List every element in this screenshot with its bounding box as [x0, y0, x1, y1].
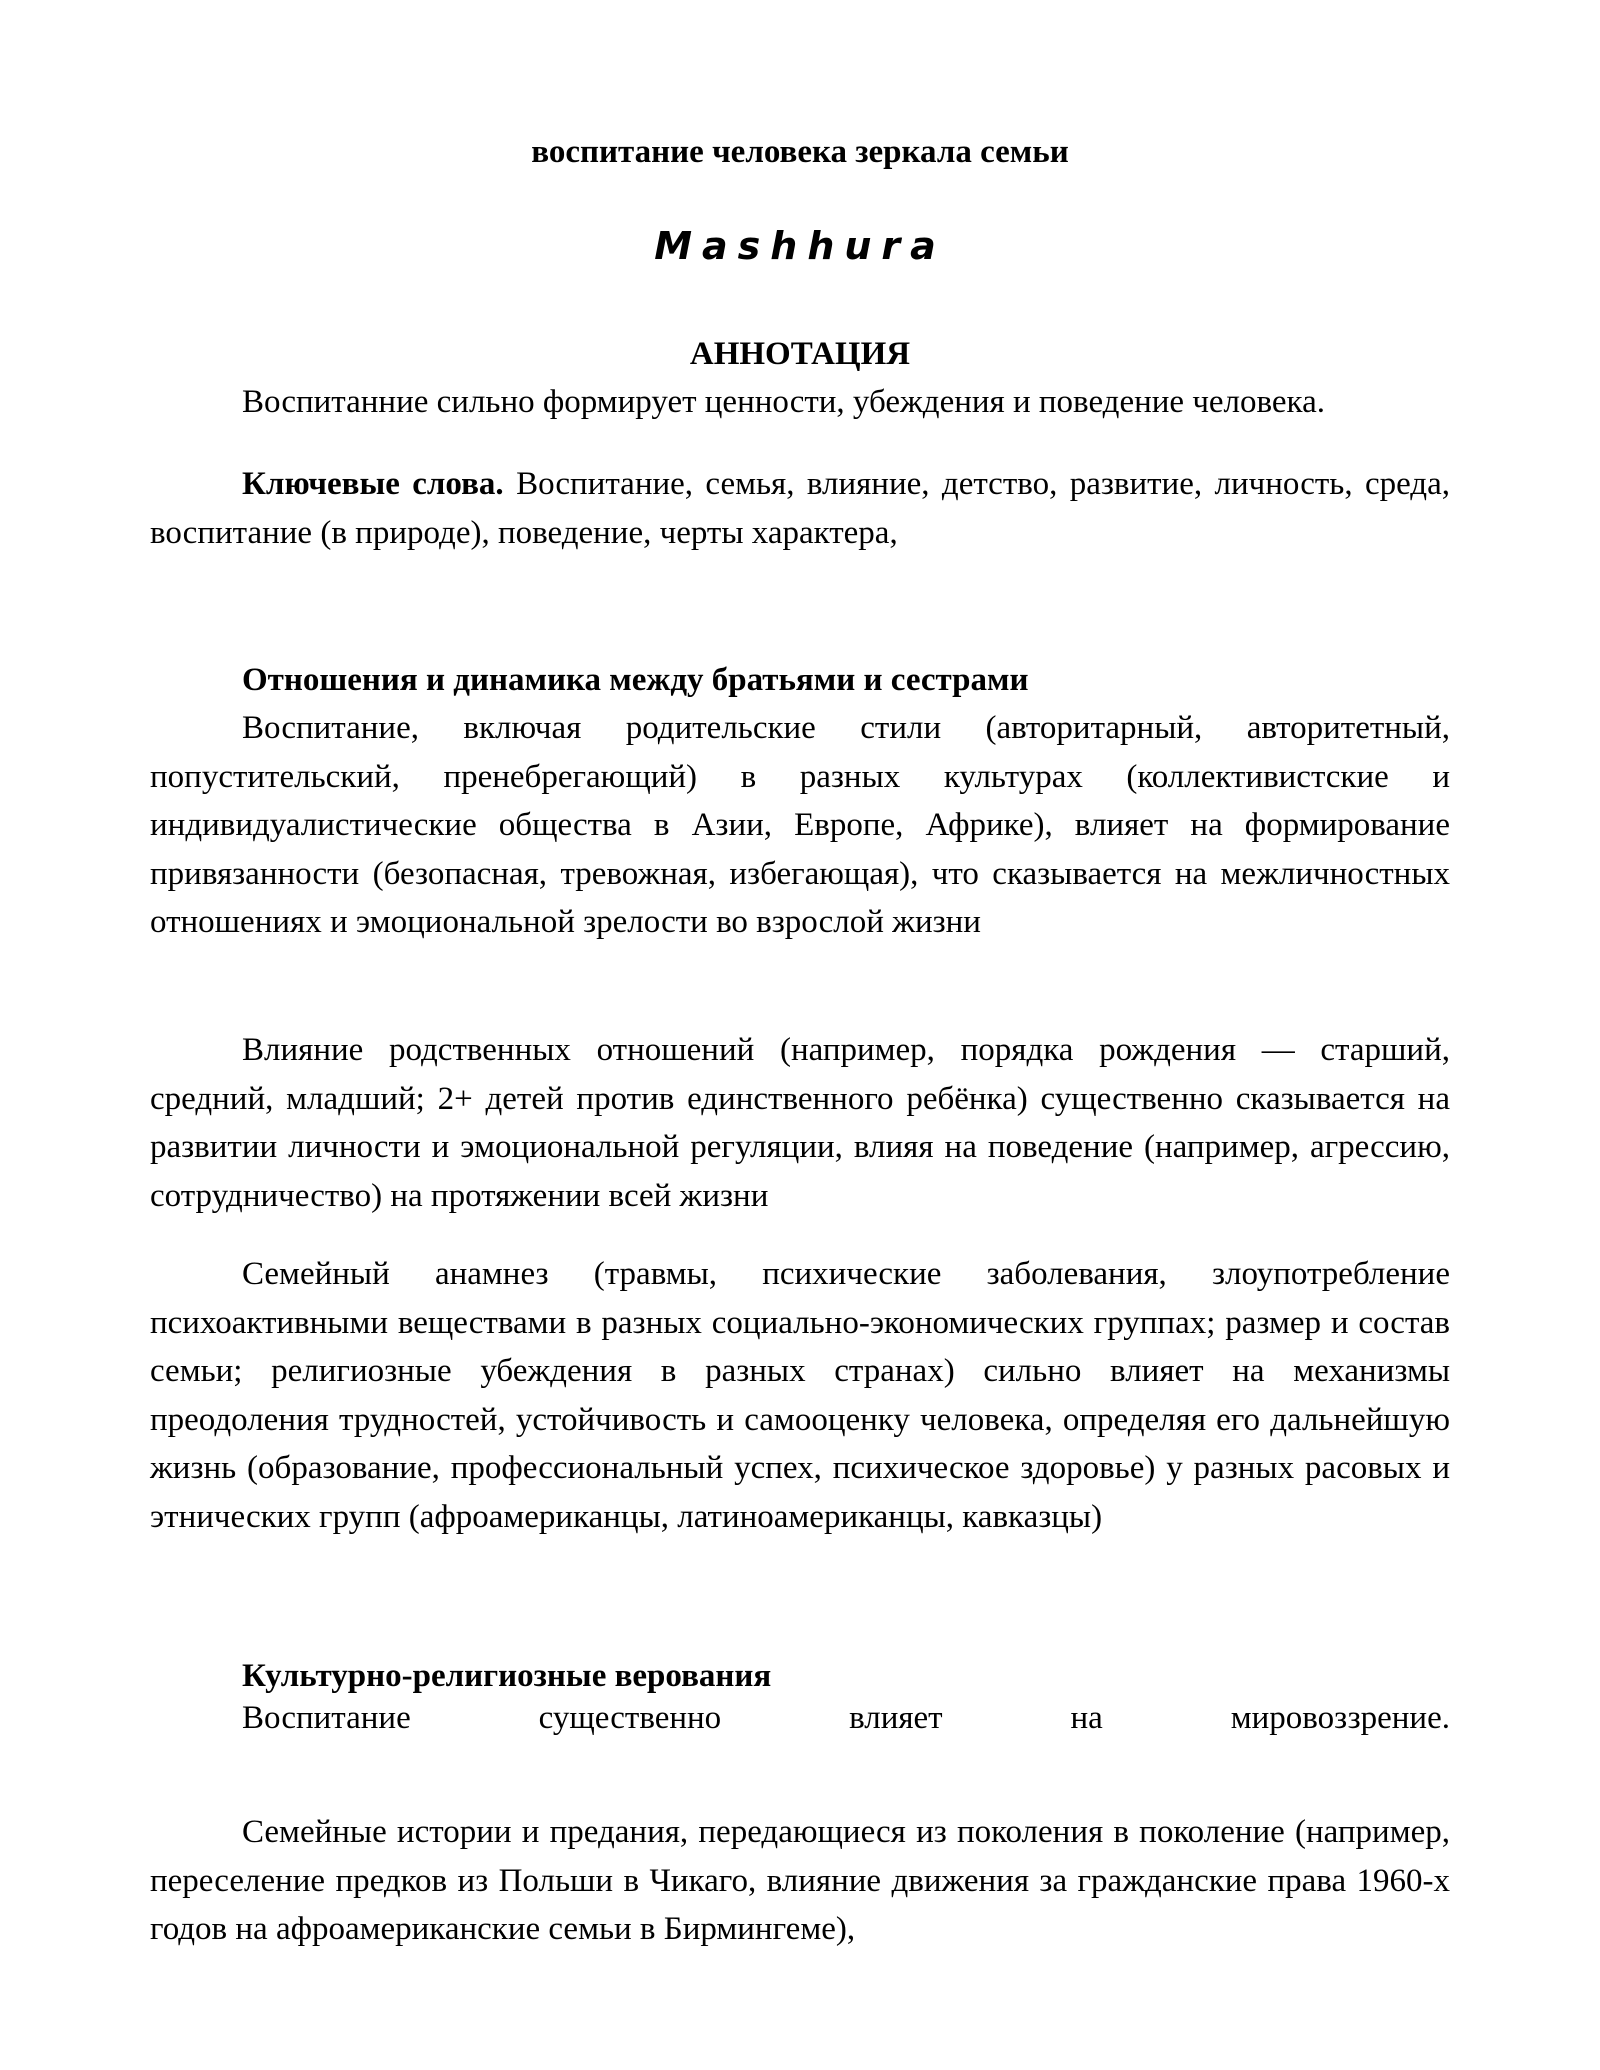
beliefs-word: существенно — [538, 1700, 722, 1736]
paragraph-family-history: Семейный анамнез (травмы, психические заболевания, злоупотребление психоактивными веществами в разных социально-экономических группах; размер и состав семьи; религиозные убеждения в разных странах) сильно влияет на механизмы преодоления трудностей, устойчивость и самооценку человека, определяя его дальнейшую жизнь (образование, профессиональный успех, психическое здоровье) у разных расовых и этнических групп (афроамериканцы, латиноамериканцы, кавказцы) — [150, 1256, 1450, 1535]
annotation-text: Воспитанние сильно формирует ценности, убеждения и поведение человека. — [242, 384, 1325, 420]
keywords-label: Ключевые слова. — [242, 466, 504, 502]
beliefs-word: Воспитание — [242, 1700, 411, 1736]
section-heading-siblings: Отношения и динамика между братьями и сестрами — [242, 662, 1029, 698]
beliefs-line — [242, 1696, 1450, 1740]
beliefs-word: влияет — [849, 1700, 943, 1736]
document-title: воспитание человека зеркала семьи — [531, 134, 1069, 170]
annotation-heading: АННОТАЦИЯ — [689, 336, 911, 372]
keywords-paragraph — [150, 460, 1450, 557]
section-heading-beliefs: Культурно-религиозные верования — [242, 1658, 772, 1694]
beliefs-word: на — [1070, 1700, 1103, 1736]
beliefs-word: мировоззрение. — [1230, 1700, 1450, 1736]
document-page — [150, 0, 1450, 2070]
paragraph-parenting-styles: Воспитание, включая родительские стили (авторитарный, авторитетный, попустительский, пренебрегающий) в разных культурах (коллективистские и индивидуалистические общества в Азии, Европе, Африке), влияет на формирование привязанности (безопасная, тревожная, избегающая), что сказывается на межличностных отношениях и эмоциональной зрелости во взрослой жизни — [150, 710, 1450, 940]
paragraph-family-stories: Семейные истории и предания, передающиеся из поколения в поколение (например, переселение предков из Польши в Чикаго, влияние движения за гражданские права 1960-х годов на афроамериканские семьи в Бирмингеме), — [150, 1814, 1450, 1947]
keywords-text: Воспитание, семья, влияние, детство, развитие, личность, среда, воспитание (в природе), поведение, черты характера, — [150, 466, 1450, 551]
paragraph-birth-order: Влияние родственных отношений (например, порядка рождения — старший, средний, младший; 2+ детей против единственного ребёнка) существенно сказывается на развитии личности и эмоциональной регуляции, влияя на поведение (например, агрессию, сотрудничество) на протяжении всей жизни — [150, 1032, 1450, 1214]
author-name: Mashhura — [654, 224, 946, 268]
